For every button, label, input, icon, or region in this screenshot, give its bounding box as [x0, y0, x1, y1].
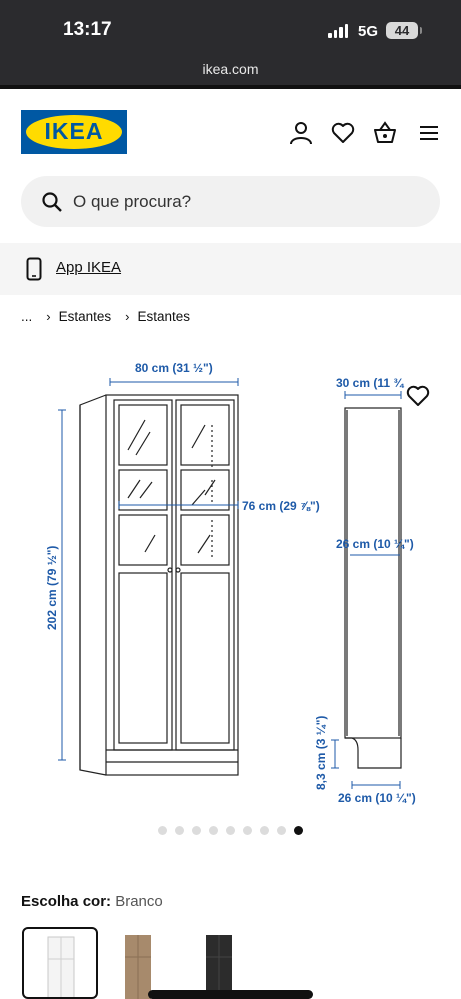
url-bar[interactable]: ikea.com: [202, 61, 259, 77]
search-bar[interactable]: [21, 176, 440, 227]
signal-icon: [328, 24, 348, 38]
favorite-heart-icon[interactable]: [405, 384, 431, 408]
divider: [0, 85, 461, 89]
color-label: Escolha cor:: [21, 893, 112, 910]
dim-height-label: 202 cm (79 ½"): [45, 545, 59, 630]
search-input[interactable]: O que procura?: [73, 192, 192, 211]
color-value: Branco: [115, 893, 163, 910]
chevron-right-icon: ›: [125, 309, 130, 324]
logo-text: IKEA: [44, 118, 104, 144]
black-bookcase-thumbnail: [194, 927, 266, 999]
heart-icon[interactable]: [330, 120, 356, 146]
search-icon: [41, 191, 63, 213]
carousel-indicator[interactable]: [0, 826, 461, 835]
dim-top-depth-label: 30 cm (11 ¾: [336, 376, 404, 390]
phone-icon: [26, 257, 42, 281]
chevron-right-icon: ›: [46, 309, 51, 324]
carousel-dot[interactable]: [209, 826, 218, 835]
breadcrumb-item[interactable]: Estantes: [137, 309, 191, 324]
color-chooser-label: [21, 893, 163, 910]
carousel-dot[interactable]: [277, 826, 286, 835]
dim-plinth-label: 8,3 cm (3 ¼"): [314, 715, 328, 790]
carousel-dot[interactable]: [192, 826, 201, 835]
breadcrumb: [21, 309, 190, 324]
dim-bottom-depth-label: 26 cm (10 ¼"): [338, 791, 416, 805]
ikea-logo[interactable]: [21, 110, 127, 154]
breadcrumb-ellipsis[interactable]: ...: [21, 309, 33, 324]
dim-width-label: 80 cm (31 ½"): [135, 361, 213, 375]
dim-shelf-depth-label: 26 cm (10 ¼"): [336, 537, 414, 551]
color-option-black[interactable]: [194, 927, 270, 999]
user-icon[interactable]: [288, 120, 314, 146]
browser-chrome: [0, 0, 461, 88]
white-bookcase-thumbnail: [24, 929, 96, 997]
dim-shelf-width-label: 76 cm (29 ⅞"): [242, 499, 320, 513]
basket-icon[interactable]: [372, 120, 398, 146]
carousel-dot[interactable]: [243, 826, 252, 835]
carousel-dot[interactable]: [158, 826, 167, 835]
app-banner-link[interactable]: App IKEA: [56, 259, 122, 276]
breadcrumb-item[interactable]: Estantes: [58, 309, 112, 324]
home-indicator: [148, 990, 313, 999]
app-banner[interactable]: [0, 243, 461, 295]
carousel-dot[interactable]: [226, 826, 235, 835]
product-dimension-image: [0, 350, 461, 820]
oak-bookcase-thumbnail: [113, 927, 185, 999]
carousel-dot[interactable]: [260, 826, 269, 835]
carousel-dot-active[interactable]: [294, 826, 303, 835]
menu-icon[interactable]: [416, 120, 442, 146]
battery-icon: 44: [386, 22, 418, 39]
color-option-oak[interactable]: [113, 927, 189, 999]
network-label: 5G: [358, 23, 379, 40]
color-option-white[interactable]: [22, 927, 98, 999]
status-time: 13:17: [63, 19, 112, 40]
carousel-dot[interactable]: [175, 826, 184, 835]
